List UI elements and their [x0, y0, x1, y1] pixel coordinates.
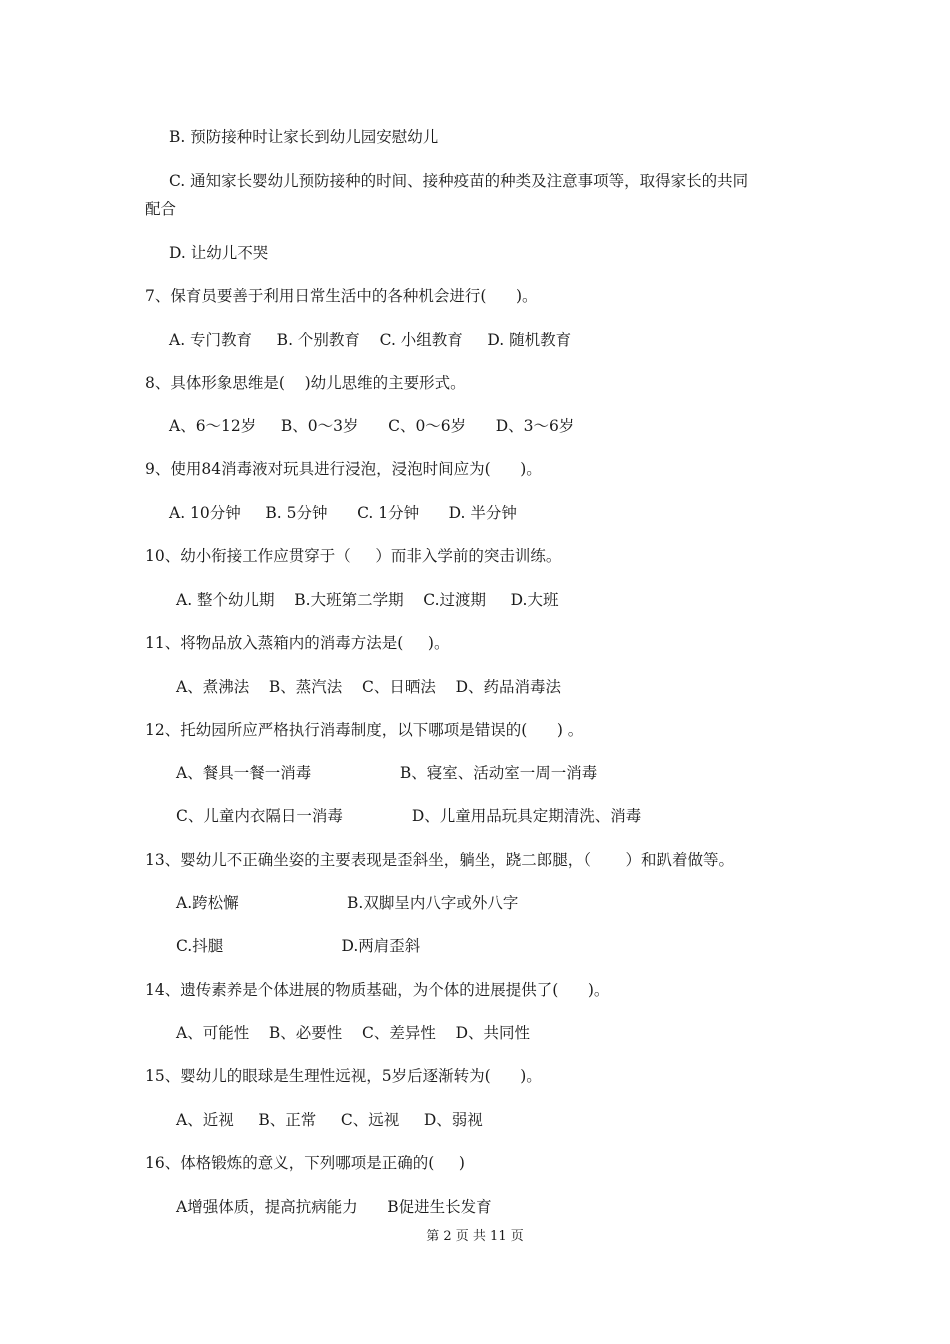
option-line: C. 通知家长婴幼儿预防接种的时间、接种疫苗的种类及注意事项等，取得家长的共同: [169, 172, 749, 190]
option-line: A. 专门教育 B. 个别教育 C. 小组教育 D. 随机教育: [169, 331, 572, 349]
option-line: C、儿童内衣隔日一消毒 D、儿童用品玩具定期清洗、消毒: [176, 807, 642, 825]
option-line: A、可能性 B、必要性 C、差异性 D、共同性: [176, 1024, 530, 1042]
option-line: C.抖腿 D.两肩歪斜: [176, 937, 421, 955]
question-line: 16、体格锻炼的意义，下列哪项是正确的( ): [145, 1154, 465, 1172]
option-line: A、煮沸法 B、蒸汽法 C、日晒法 D、药品消毒法: [176, 678, 561, 696]
question-line: 14、遗传素养是个体进展的物质基础，为个体的进展提供了( )。: [145, 981, 610, 999]
option-line: B. 预防接种时让家长到幼儿园安慰幼儿: [169, 128, 439, 146]
question-line: 9、使用84消毒液对玩具进行浸泡，浸泡时间应为( )。: [145, 460, 542, 478]
question-line: 11、将物品放入蒸箱内的消毒方法是( )。: [145, 634, 450, 652]
question-line: 12、托幼园所应严格执行消毒制度，以下哪项是错误的( ) 。: [145, 721, 584, 739]
option-line: A. 整个幼儿期 B.大班第二学期 C.过渡期 D.大班: [176, 591, 559, 609]
question-line: 15、婴幼儿的眼球是生理性远视，5岁后逐渐转为( )。: [145, 1067, 542, 1085]
question-line: 13、婴幼儿不正确坐姿的主要表现是歪斜坐，躺坐，跷二郎腿，（ ）和趴着做等。: [145, 851, 734, 869]
option-line-continued: 配合: [145, 200, 177, 218]
page-footer: 第 2 页 共 11 页: [426, 1229, 524, 1244]
option-line: A、6～12岁 B、0～3岁 C、0～6岁 D、3～6岁: [169, 417, 575, 435]
option-line: A、近视 B、正常 C、远视 D、弱视: [176, 1111, 483, 1129]
question-line: 10、幼小衔接工作应贯穿于（ ）而非入学前的突击训练。: [145, 547, 562, 565]
option-line: A、餐具一餐一消毒 B、寝室、活动室一周一消毒: [176, 764, 598, 782]
question-line: 7、保育员要善于利用日常生活中的各种机会进行( )。: [145, 287, 538, 305]
question-line: 8、具体形象思维是( )幼儿思维的主要形式。: [145, 374, 466, 392]
option-line: A增强体质，提高抗病能力 B促进生长发育: [176, 1198, 492, 1216]
option-line: A. 10分钟 B. 5分钟 C. 1分钟 D. 半分钟: [169, 504, 517, 522]
option-line: D. 让幼儿不哭: [169, 244, 269, 262]
option-line: A.跨松懈 B.双脚呈内八字或外八字: [176, 894, 519, 912]
